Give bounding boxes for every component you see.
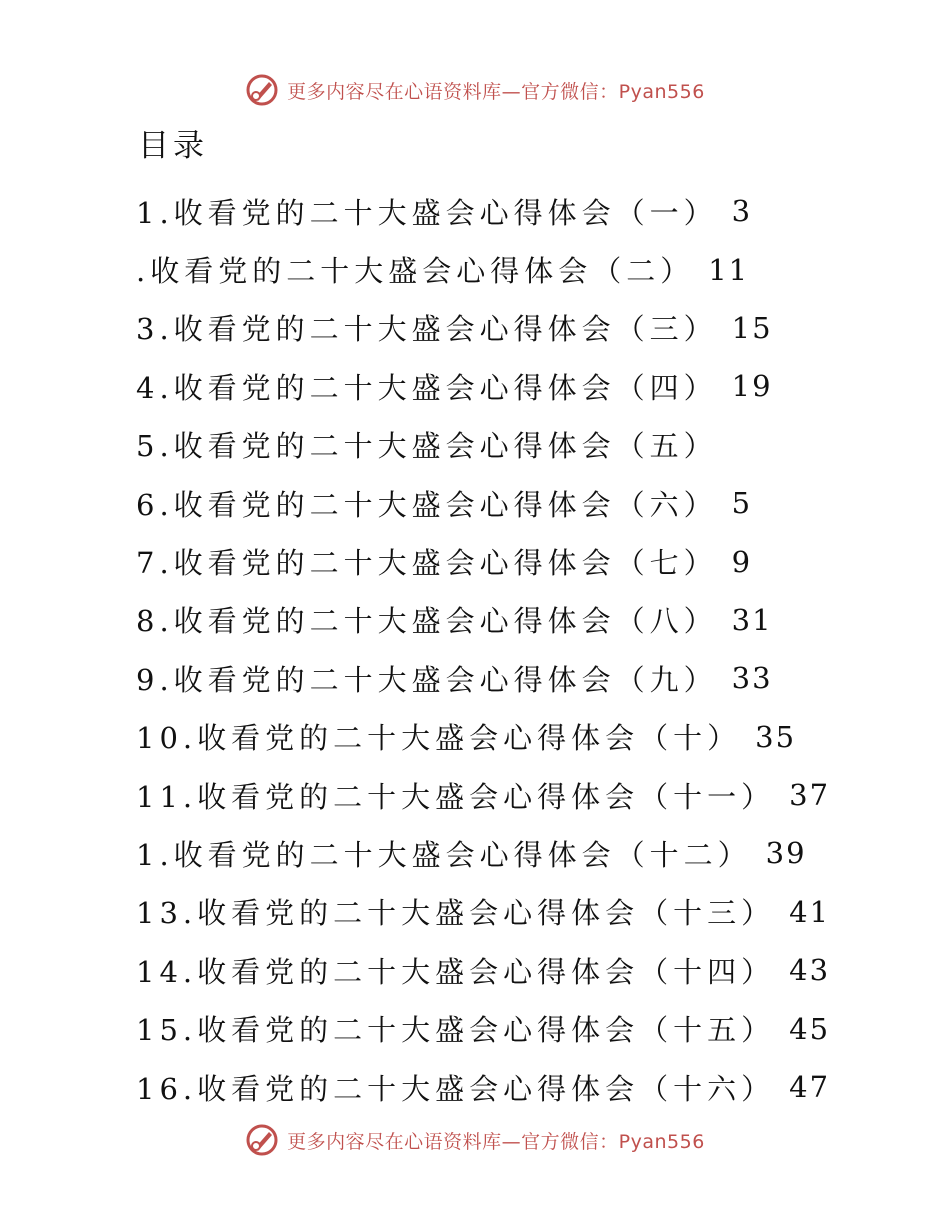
toc-entry-page: 33 [731, 661, 773, 696]
toc-entry-label: 6.收看党的二十大盛会心得体会（六） [136, 487, 718, 522]
toc-entry-page: 47 [789, 1070, 831, 1105]
toc-entry[interactable] [136, 474, 830, 532]
toc-entry[interactable] [136, 999, 830, 1057]
toc-list [136, 182, 830, 1116]
toc-entry-label: 13.收看党的二十大盛会心得体会（十三） [136, 896, 776, 931]
pen-logo-icon [245, 73, 279, 107]
toc-entry-page: 9 [731, 544, 753, 579]
toc-entry-page: 3 [731, 194, 753, 229]
toc-entry-label: 3.收看党的二十大盛会心得体会（三） [136, 312, 718, 347]
toc-entry-page: 19 [731, 369, 773, 404]
header-watermark [0, 70, 950, 110]
toc-entry-label: 4.收看党的二十大盛会心得体会（四） [136, 370, 718, 405]
toc-entry-label: 15.收看党的二十大盛会心得体会（十五） [136, 1013, 776, 1048]
toc-entry-page: 11 [708, 252, 750, 287]
toc-entry[interactable] [136, 766, 830, 824]
footer-watermark-text: 更多内容尽在心语资料库—官方微信：Pyan556 [287, 1130, 705, 1153]
toc-entry-page: 35 [755, 719, 797, 754]
toc-entry-label: .收看党的二十大盛会心得体会（二） [136, 254, 695, 289]
toc-entry[interactable] [136, 182, 830, 240]
toc-entry-page: 41 [789, 894, 831, 929]
toc-entry[interactable] [136, 708, 830, 766]
toc-entry-label: 14.收看党的二十大盛会心得体会（十四） [136, 954, 776, 989]
pen-logo-icon [245, 1123, 279, 1157]
toc-entry-label: 5.收看党的二十大盛会心得体会（五） [136, 429, 718, 464]
toc-entry[interactable] [136, 941, 830, 999]
toc-entry-label: 11.收看党的二十大盛会心得体会（十一） [136, 779, 776, 814]
footer-watermark [0, 1120, 950, 1160]
toc-entry[interactable] [136, 1058, 830, 1116]
toc-entry-page: 15 [731, 310, 773, 345]
toc-entry[interactable] [136, 416, 830, 474]
toc-entry[interactable] [136, 649, 830, 707]
toc-entry-label: 1.收看党的二十大盛会心得体会（一） [136, 195, 718, 230]
toc-entry[interactable] [136, 299, 830, 357]
toc-entry-label: 7.收看党的二十大盛会心得体会（七） [136, 546, 718, 581]
toc-entry-label: 8.收看党的二十大盛会心得体会（八） [136, 604, 718, 639]
toc-entry-page: 31 [731, 602, 773, 637]
toc-entry-page: 43 [789, 953, 831, 988]
toc-entry-label: 10.收看党的二十大盛会心得体会（十） [136, 721, 742, 756]
toc-entry-page: 5 [731, 486, 753, 521]
toc-entry-page: 45 [789, 1011, 831, 1046]
toc-entry[interactable] [136, 240, 830, 298]
toc-entry-label: 16.收看党的二十大盛会心得体会（十六） [136, 1071, 776, 1106]
header-watermark-text: 更多内容尽在心语资料库—官方微信：Pyan556 [287, 80, 705, 103]
toc-title: 目录 [138, 128, 208, 164]
toc-entry-page: 39 [765, 836, 807, 871]
toc-entry-label: 9.收看党的二十大盛会心得体会（九） [136, 662, 718, 697]
toc-entry-page: 37 [789, 778, 831, 813]
toc-entry[interactable] [136, 357, 830, 415]
toc-entry[interactable] [136, 824, 830, 882]
toc-entry[interactable] [136, 532, 830, 590]
toc-entry-label: 1.收看党的二十大盛会心得体会（十二） [136, 837, 752, 872]
toc-entry[interactable] [136, 883, 830, 941]
toc-entry[interactable] [136, 591, 830, 649]
